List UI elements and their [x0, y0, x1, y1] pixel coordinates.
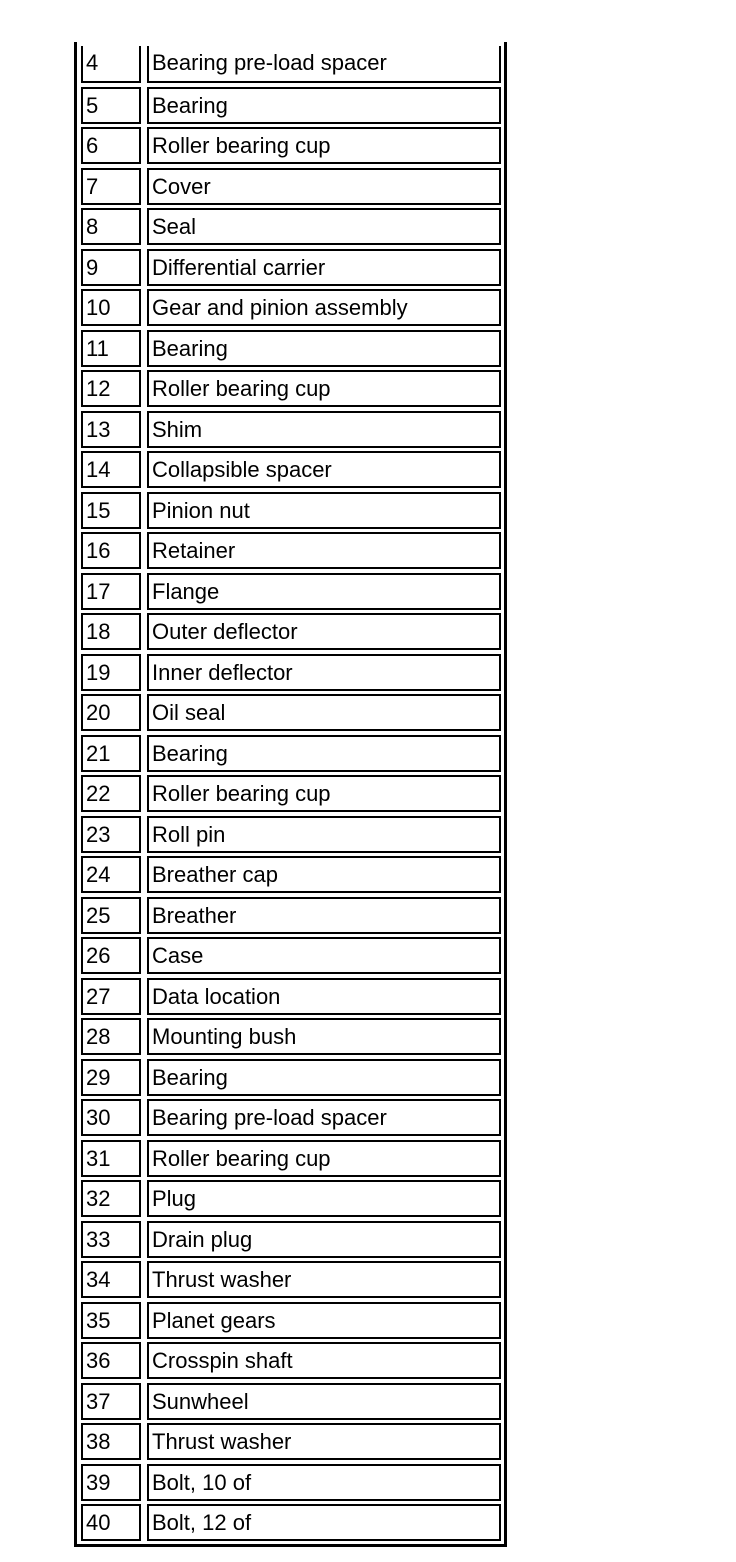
part-number-cell: 25: [81, 897, 141, 934]
part-number-cell: 27: [81, 978, 141, 1015]
part-description-cell: Seal: [147, 208, 501, 245]
table-row: [81, 1302, 501, 1343]
part-number-cell: 12: [81, 370, 141, 407]
part-number-cell: 40: [81, 1504, 141, 1541]
part-number-cell: 36: [81, 1342, 141, 1379]
part-description-cell: Data location: [147, 978, 501, 1015]
part-description-cell: Bolt, 10 of: [147, 1464, 501, 1501]
part-number-cell: 22: [81, 775, 141, 812]
table-row: [81, 532, 501, 573]
part-number-cell: 9: [81, 249, 141, 286]
table-row: [81, 1221, 501, 1262]
table-row: [81, 1342, 501, 1383]
part-description-cell: Bearing: [147, 330, 501, 367]
part-description-cell: Drain plug: [147, 1221, 501, 1258]
table-row: [81, 775, 501, 816]
part-number-cell: 8: [81, 208, 141, 245]
table-row: [81, 1464, 501, 1505]
part-number-cell: 10: [81, 289, 141, 326]
part-description-cell: Bearing: [147, 1059, 501, 1096]
table-row: [81, 573, 501, 614]
part-description-cell: Shim: [147, 411, 501, 448]
part-number-cell: 15: [81, 492, 141, 529]
table-row: [81, 613, 501, 654]
part-number-cell: 35: [81, 1302, 141, 1339]
part-number-cell: 38: [81, 1423, 141, 1460]
part-number-cell: 26: [81, 937, 141, 974]
part-number-cell: 29: [81, 1059, 141, 1096]
part-number-cell: 28: [81, 1018, 141, 1055]
table-row: [81, 1383, 501, 1424]
table-row: [81, 1059, 501, 1100]
part-description-cell: Breather cap: [147, 856, 501, 893]
part-description-cell: Case: [147, 937, 501, 974]
part-number-cell: 18: [81, 613, 141, 650]
part-description-cell: Bearing: [147, 87, 501, 124]
part-description-cell: Flange: [147, 573, 501, 610]
part-description-cell: Thrust washer: [147, 1261, 501, 1298]
part-number-cell: 4: [81, 46, 141, 83]
part-description-cell: Breather: [147, 897, 501, 934]
table-row: [81, 492, 501, 533]
parts-table: [74, 42, 507, 1547]
table-row: [81, 1180, 501, 1221]
part-description-cell: Roller bearing cup: [147, 775, 501, 812]
table-row: [81, 208, 501, 249]
part-number-cell: 32: [81, 1180, 141, 1217]
part-number-cell: 16: [81, 532, 141, 569]
part-number-cell: 23: [81, 816, 141, 853]
part-description-cell: Sunwheel: [147, 1383, 501, 1420]
part-number-cell: 13: [81, 411, 141, 448]
part-description-cell: Crosspin shaft: [147, 1342, 501, 1379]
part-description-cell: Plug: [147, 1180, 501, 1217]
part-number-cell: 5: [81, 87, 141, 124]
part-number-cell: 19: [81, 654, 141, 691]
part-description-cell: Mounting bush: [147, 1018, 501, 1055]
part-description-cell: Differential carrier: [147, 249, 501, 286]
part-description-cell: Retainer: [147, 532, 501, 569]
part-description-cell: Roller bearing cup: [147, 370, 501, 407]
part-description-cell: Roller bearing cup: [147, 1140, 501, 1177]
table-row: [81, 978, 501, 1019]
parts-list: [81, 46, 501, 1545]
part-description-cell: Oil seal: [147, 694, 501, 731]
part-number-cell: 31: [81, 1140, 141, 1177]
part-description-cell: Bearing pre-load spacer: [147, 1099, 501, 1136]
table-row: [81, 1099, 501, 1140]
part-number-cell: 21: [81, 735, 141, 772]
table-row: [81, 1140, 501, 1181]
table-row: [81, 1018, 501, 1059]
table-row: [81, 451, 501, 492]
part-description-cell: Outer deflector: [147, 613, 501, 650]
part-number-cell: 34: [81, 1261, 141, 1298]
table-row: [81, 897, 501, 938]
table-row: [81, 249, 501, 290]
part-number-cell: 20: [81, 694, 141, 731]
part-number-cell: 30: [81, 1099, 141, 1136]
part-number-cell: 17: [81, 573, 141, 610]
table-row: [81, 168, 501, 209]
table-row: [81, 654, 501, 695]
table-row: [81, 46, 501, 87]
table-row: [81, 411, 501, 452]
part-description-cell: Bearing: [147, 735, 501, 772]
part-description-cell: Bearing pre-load spacer: [147, 46, 501, 83]
part-description-cell: Collapsible spacer: [147, 451, 501, 488]
table-row: [81, 937, 501, 978]
table-row: [81, 330, 501, 371]
part-number-cell: 24: [81, 856, 141, 893]
part-number-cell: 33: [81, 1221, 141, 1258]
table-row: [81, 856, 501, 897]
part-description-cell: Pinion nut: [147, 492, 501, 529]
table-row: [81, 816, 501, 857]
part-number-cell: 14: [81, 451, 141, 488]
part-description-cell: Gear and pinion assembly: [147, 289, 501, 326]
table-row: [81, 694, 501, 735]
table-row: [81, 87, 501, 128]
part-description-cell: Thrust washer: [147, 1423, 501, 1460]
part-description-cell: Bolt, 12 of: [147, 1504, 501, 1541]
part-number-cell: 6: [81, 127, 141, 164]
part-description-cell: Inner deflector: [147, 654, 501, 691]
table-row: [81, 1423, 501, 1464]
part-number-cell: 7: [81, 168, 141, 205]
table-row: [81, 127, 501, 168]
table-row: [81, 289, 501, 330]
part-description-cell: Roller bearing cup: [147, 127, 501, 164]
table-row: [81, 1261, 501, 1302]
table-row: [81, 1504, 501, 1545]
table-row: [81, 735, 501, 776]
part-description-cell: Cover: [147, 168, 501, 205]
part-description-cell: Roll pin: [147, 816, 501, 853]
table-row: [81, 370, 501, 411]
part-description-cell: Planet gears: [147, 1302, 501, 1339]
part-number-cell: 37: [81, 1383, 141, 1420]
part-number-cell: 11: [81, 330, 141, 367]
part-number-cell: 39: [81, 1464, 141, 1501]
